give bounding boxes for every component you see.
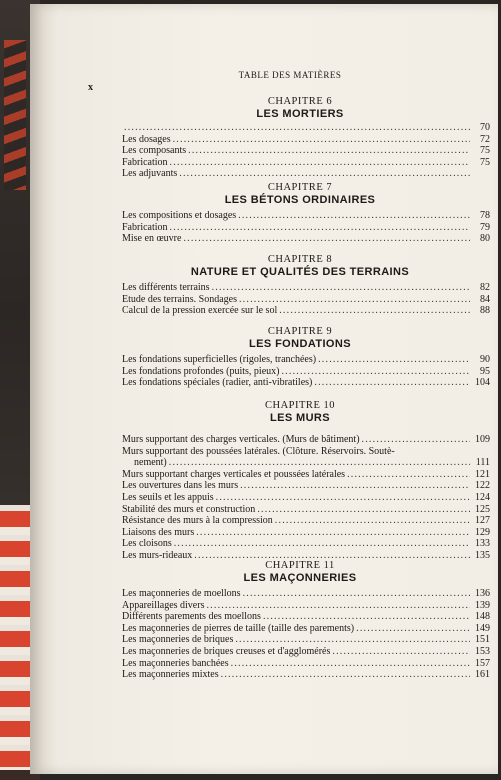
toc-entry[interactable]: Les maçonneries de briques creuses et d'agglomérés ..... 153 — [122, 646, 490, 658]
toc-list — [122, 434, 490, 562]
toc-page: 75 — [480, 156, 490, 168]
toc-page: 70 — [480, 122, 490, 133]
toc-list — [122, 122, 490, 180]
running-title: TABLE DES MATIÈRES — [238, 70, 342, 80]
toc-page: 151 — [475, 634, 490, 646]
toc-page: 125 — [475, 503, 490, 515]
toc-entry[interactable]: Les maçonneries de pierres de taille (taille des parements) ..... 149 — [122, 623, 490, 635]
chapter-title: LES MORTIERS — [256, 108, 344, 120]
page-number: x — [88, 82, 93, 93]
toc-entry[interactable] — [122, 122, 490, 134]
toc-page: 95 — [480, 365, 490, 377]
toc-entry[interactable]: Stabilité des murs et construction ..... 125 — [122, 504, 490, 516]
toc-page: 157 — [475, 657, 490, 669]
chapter-heading — [60, 560, 501, 584]
toc-page: 127 — [475, 515, 490, 527]
toc-entry[interactable]: Les fondations profondes (puits, pieux) ..... 95 — [122, 366, 490, 378]
chapter-heading — [60, 254, 501, 278]
toc-page: 111 — [475, 457, 490, 469]
toc-entry[interactable]: Fabrication ..... 79 — [122, 222, 490, 234]
chapter-heading — [60, 400, 501, 424]
chapter-title: NATURE ET QUALITÉS DES TERRAINS — [190, 266, 410, 278]
toc-page: 84 — [480, 293, 490, 305]
toc-page: 72 — [480, 133, 490, 145]
toc-page: 135 — [475, 549, 490, 561]
chapter-number: CHAPITRE 11 — [265, 560, 335, 571]
toc-page: 148 — [475, 611, 490, 623]
chapter-number: CHAPITRE 8 — [267, 254, 333, 265]
toc-entry[interactable]: Les maçonneries mixtes ..... 161 — [122, 669, 490, 681]
chapter-number: CHAPITRE 9 — [267, 326, 333, 337]
chapter-title: LES MAÇONNERIES — [243, 572, 357, 584]
toc-entry[interactable]: Les seuils et les appuis ..... 124 — [122, 492, 490, 504]
toc-page: 121 — [475, 468, 490, 480]
toc-entry[interactable]: Murs supportant des poussées latérales. (Clôture. Réservoirs. Soutè- nement) ..... 111 — [122, 446, 490, 469]
chapter-number: CHAPITRE 6 — [267, 96, 333, 107]
toc-entry[interactable]: Différents parements des moellons ..... 148 — [122, 611, 490, 623]
toc-entry[interactable]: Les dosages ..... 72 — [122, 134, 490, 146]
chapter-title: LES MURS — [269, 412, 331, 424]
chapter-heading — [60, 96, 501, 120]
toc-page: 109 — [475, 434, 490, 445]
toc-list — [122, 588, 490, 681]
toc-page: 82 — [480, 282, 490, 293]
toc-entry[interactable]: Etude des terrains. Sondages ..... 84 — [122, 294, 490, 306]
toc-entry[interactable]: Liaisons des murs ..... 129 — [122, 527, 490, 539]
toc-entry[interactable]: Les compositions et dosages ..... 78 — [122, 210, 490, 222]
toc-page: 88 — [480, 305, 490, 317]
toc-page: 75 — [480, 145, 490, 157]
toc-page: 149 — [475, 622, 490, 634]
toc-page: 104 — [475, 377, 490, 389]
toc-page: 161 — [475, 669, 490, 681]
toc-entry[interactable]: Les maçonneries banchées ..... 157 — [122, 658, 490, 670]
toc-page: 133 — [475, 538, 490, 550]
toc-entry[interactable]: Fabrication ..... 75 — [122, 157, 490, 169]
toc-entry[interactable]: Murs supportant des charges verticales. (Murs de bâtiment) ..... 109 — [122, 434, 490, 446]
toc-entry[interactable]: Calcul de la pression exercée sur le sol ..... 88 — [122, 305, 490, 317]
toc-page: 80 — [480, 233, 490, 245]
toc-page: 139 — [475, 599, 490, 611]
toc-page: 79 — [480, 221, 490, 233]
chapter-title: LES BÉTONS ORDINAIRES — [224, 194, 376, 206]
book-page — [30, 4, 498, 774]
toc-entry[interactable]: Mise en œuvre ..... 80 — [122, 233, 490, 245]
toc-entry[interactable]: Résistance des murs à la compression ..... 127 — [122, 515, 490, 527]
toc-entry[interactable]: Les composants ..... 75 — [122, 145, 490, 157]
toc-list — [122, 210, 490, 245]
toc-page: 129 — [475, 526, 490, 538]
toc-page: 136 — [475, 588, 490, 599]
toc-entry[interactable]: Les cloisons ..... 133 — [122, 538, 490, 550]
toc-entry[interactable]: Les maçonneries de moellons ..... 136 — [122, 588, 490, 600]
toc-page: 153 — [475, 645, 490, 657]
spine-pattern-top — [4, 40, 26, 190]
chapter-number: CHAPITRE 7 — [267, 182, 333, 193]
toc-entry[interactable]: Les fondations superficielles (rigoles, tranchées) ..... 90 — [122, 354, 490, 366]
toc-entry[interactable]: Les fondations spéciales (radier, anti-vibratiles) ..... 104 — [122, 377, 490, 389]
chapter-heading — [60, 326, 501, 350]
chapter-number: CHAPITRE 10 — [265, 400, 335, 411]
toc-entry[interactable]: Les murs-rideaux ..... 135 — [122, 550, 490, 562]
toc-entry[interactable]: Les ouvertures dans les murs ..... 122 — [122, 480, 490, 492]
toc-page: 78 — [480, 210, 490, 221]
toc-entry[interactable]: Les maçonneries de briques ..... 151 — [122, 634, 490, 646]
toc-list — [122, 282, 490, 317]
toc-entry[interactable]: Murs supportant charges verticales et poussées latérales ..... 121 — [122, 469, 490, 481]
chapter-heading — [60, 182, 501, 206]
toc-list — [122, 354, 490, 389]
toc-entry[interactable]: Appareillages divers ..... 139 — [122, 600, 490, 612]
toc-page: 124 — [475, 491, 490, 503]
toc-page: 90 — [480, 354, 490, 365]
toc-page: 122 — [475, 480, 490, 492]
toc-entry[interactable]: Les adjuvants ..... — [122, 168, 490, 180]
toc-entry[interactable]: Les différents terrains ..... 82 — [122, 282, 490, 294]
chapter-title: LES FONDATIONS — [249, 338, 351, 350]
